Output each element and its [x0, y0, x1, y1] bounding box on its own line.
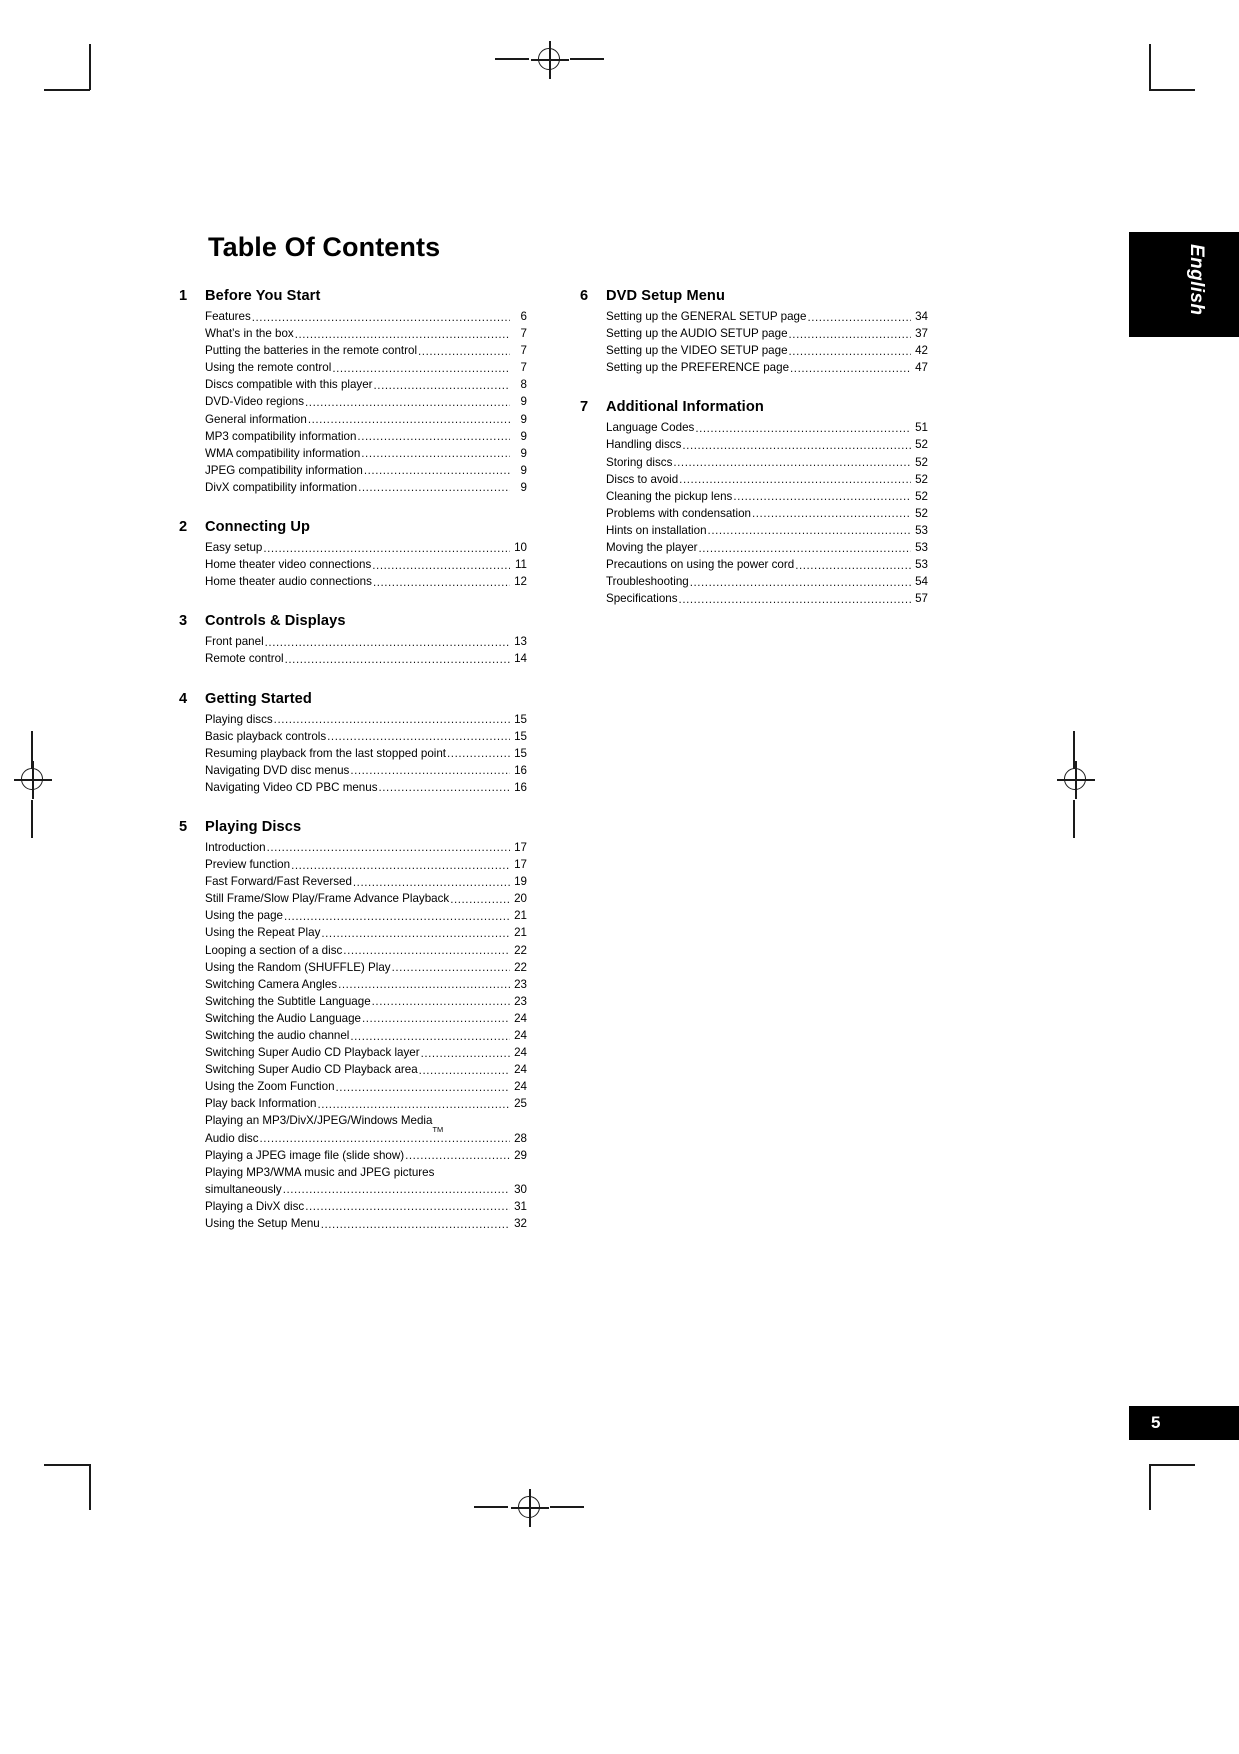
toc-entry-label: Problems with condensation: [606, 506, 752, 520]
toc-entry[interactable]: [606, 454, 928, 471]
toc-leader-dots: [679, 594, 911, 605]
toc-entry-page: 9: [520, 412, 527, 426]
page-number-badge: [1129, 1406, 1239, 1440]
toc-entry-page: 22: [514, 960, 527, 974]
toc-entry-list: [179, 308, 527, 496]
toc-leader-dots: [291, 860, 510, 871]
toc-entry-page: 20: [514, 892, 527, 906]
toc-entry-label: Switching Camera Angles: [205, 977, 338, 991]
toc-entry-page: 15: [514, 746, 527, 760]
language-tab-label: English: [1186, 244, 1207, 316]
toc-entry-page: 17: [514, 840, 527, 854]
toc-entry[interactable]: [606, 325, 928, 342]
toc-entry-label: Setting up the VIDEO SETUP page: [606, 344, 788, 358]
toc-leader-dots: [283, 1184, 510, 1195]
toc-entry[interactable]: [205, 993, 527, 1010]
toc-entry-page: 30: [514, 1182, 527, 1196]
toc-entry[interactable]: [606, 342, 928, 359]
toc-leader-dots: [361, 448, 510, 459]
toc-entry[interactable]: [205, 1044, 527, 1061]
toc-entry[interactable]: [205, 728, 527, 745]
toc-entry-page: 21: [514, 909, 527, 923]
toc-section: [580, 399, 928, 607]
toc-leader-dots: [336, 1082, 510, 1093]
toc-leader-dots: [690, 577, 911, 588]
toc-entry-label: MP3 compatibility information: [205, 429, 357, 443]
toc-entry-page: 37: [915, 327, 928, 341]
edge-tick-left-lower: [31, 800, 33, 838]
toc-leader-dots: [708, 526, 911, 537]
toc-column-left: [179, 288, 527, 1232]
toc-section-heading: [580, 399, 928, 415]
edge-tick-bottom-left: [474, 1506, 508, 1508]
toc-entry-label: Setting up the GENERAL SETUP page: [606, 310, 807, 323]
toc-entry-label: Playing a DivX disc: [205, 1199, 305, 1213]
toc-entry-label: Playing an MP3/DivX/JPEG/Windows Media: [205, 1114, 433, 1128]
toc-leader-dots: [263, 543, 510, 554]
toc-entry-page: 53: [915, 523, 928, 537]
toc-section-title: Before You Start: [205, 288, 321, 304]
toc-entry-page: 47: [915, 361, 928, 375]
crop-mark-top-left: [44, 44, 90, 90]
toc-column-right: [580, 288, 928, 607]
toc-entry[interactable]: Playing an MP3/DivX/JPEG/Windows Media TM: [205, 1114, 444, 1134]
toc-entry[interactable]: [606, 471, 928, 488]
toc-leader-dots: [252, 312, 510, 323]
toc-entry-page: 6: [520, 310, 527, 323]
toc-entry[interactable]: [205, 873, 527, 890]
toc-leader-dots: [305, 1202, 510, 1213]
toc-entry[interactable]: [606, 419, 928, 436]
toc-section-number: 2: [179, 519, 188, 536]
toc-section: [179, 288, 527, 496]
toc-entry-page: 52: [915, 455, 928, 469]
toc-entry[interactable]: [205, 633, 527, 650]
toc-section-heading: [179, 519, 527, 535]
toc-leader-dots: [695, 423, 911, 434]
toc-entry-page: 12: [514, 575, 527, 589]
toc-entry[interactable]: [205, 462, 527, 479]
page-title: Table Of Contents: [208, 232, 441, 262]
toc-entry-label: General information: [205, 412, 307, 426]
toc-section-number: 7: [580, 399, 589, 416]
toc-entry-page: 23: [514, 994, 527, 1008]
toc-entry-page: 7: [520, 344, 527, 358]
toc-leader-dots: [372, 996, 510, 1007]
toc-section-title: Controls & Displays: [205, 613, 346, 630]
toc-entry-list: [179, 633, 527, 667]
toc-leader-dots: [447, 748, 510, 759]
toc-leader-dots: [752, 508, 911, 519]
toc-section-number: 1: [179, 288, 188, 304]
toc-entry-page: 28: [514, 1131, 527, 1145]
toc-entry[interactable]: [606, 488, 928, 505]
toc-entry-label: Storing discs: [606, 455, 673, 469]
toc-leader-dots: [274, 714, 510, 725]
toc-entry[interactable]: [205, 890, 527, 907]
toc-entry[interactable]: [606, 308, 928, 325]
toc-entry[interactable]: [205, 376, 527, 393]
toc-leader-dots: [308, 414, 510, 425]
toc-section-title: DVD Setup Menu: [606, 288, 725, 304]
toc-entry-page: 52: [915, 438, 928, 452]
toc-leader-dots: [353, 877, 510, 888]
toc-entry-label: Home theater audio connections: [205, 575, 372, 589]
edge-tick-right-upper: [1073, 731, 1075, 769]
toc-leader-dots: [450, 894, 510, 905]
toc-leader-dots: [789, 346, 911, 357]
toc-entry[interactable]: [606, 573, 928, 590]
toc-entry[interactable]: [205, 924, 527, 941]
toc-entry[interactable]: [205, 1164, 527, 1181]
toc-entry-page: 9: [520, 480, 527, 494]
toc-entry-label: Front panel: [205, 635, 264, 649]
toc-entry[interactable]: [205, 1078, 527, 1095]
toc-section: [179, 613, 527, 667]
registration-mark-top: [531, 41, 569, 79]
toc-section-number: 6: [580, 288, 589, 304]
edge-tick-bottom-right: [550, 1506, 584, 1508]
toc-entry[interactable]: [205, 839, 527, 856]
toc-leader-dots: [790, 363, 911, 374]
toc-section-heading: [179, 819, 527, 835]
toc-entry[interactable]: [205, 1198, 527, 1215]
toc-entry[interactable]: [205, 393, 527, 410]
toc-entry-label: Discs compatible with this player: [205, 378, 373, 392]
toc-entry-label: Switching the audio channel: [205, 1029, 350, 1042]
toc-entry-label: Setting up the AUDIO SETUP page: [606, 327, 788, 341]
toc-entry-label: Home theater video connections: [205, 558, 372, 572]
toc-entry[interactable]: [205, 428, 527, 445]
toc-entry-label: What’s in the box: [205, 327, 294, 341]
toc-entry-label: Looping a section of a disc: [205, 943, 343, 957]
toc-entry-label: Basic playback controls: [205, 729, 327, 743]
toc-entry-list: [179, 839, 527, 1232]
toc-leader-dots: [338, 979, 510, 990]
toc-section-number: 5: [179, 818, 188, 835]
toc-leader-dots: [374, 380, 510, 391]
toc-section-heading: [580, 288, 928, 304]
toc-leader-dots: [421, 1048, 510, 1059]
toc-leader-dots: [267, 843, 510, 854]
toc-entry-label: Playing MP3/WMA music and JPEG pictures: [205, 1165, 435, 1179]
toc-entry[interactable]: [205, 779, 527, 796]
toc-entry-page: 25: [514, 1097, 527, 1111]
toc-entry-page: 15: [514, 712, 527, 726]
toc-entry-label: Using the Repeat Play: [205, 926, 321, 940]
toc-section-title: Additional Information: [606, 399, 764, 416]
toc-entry-page: 8: [520, 378, 527, 392]
toc-entry-page: 52: [915, 506, 928, 520]
toc-leader-dots: [305, 397, 510, 408]
toc-entry-page: 9: [520, 395, 527, 409]
toc-entry-page: 32: [514, 1217, 527, 1231]
toc-entry-list: [179, 539, 527, 590]
toc-entry-page: 13: [514, 635, 527, 649]
toc-leader-dots: [807, 312, 911, 323]
toc-entry-label: Playing a JPEG image file (slide show): [205, 1148, 405, 1162]
toc-entry[interactable]: [205, 959, 527, 976]
toc-section-number: 3: [179, 613, 188, 630]
toc-entry[interactable]: [205, 1010, 527, 1027]
toc-entry-label: Fast Forward/Fast Reversed: [205, 875, 352, 889]
toc-entry-label: Setting up the PREFERENCE page: [606, 361, 790, 375]
toc-entry-label: JPEG compatibility information: [205, 463, 363, 477]
toc-entry[interactable]: [606, 539, 928, 556]
toc-entry-label: Cleaning the pickup lens: [606, 489, 733, 503]
toc-entry-label: Language Codes: [606, 421, 695, 435]
toc-entry[interactable]: [205, 942, 527, 959]
toc-entry-label-continued: Audio disc: [205, 1131, 259, 1145]
toc-section-heading: [179, 691, 527, 707]
crop-mark-bottom-right: [1149, 1464, 1195, 1510]
toc-entry-page: 9: [520, 463, 527, 477]
toc-entry-page: 23: [514, 977, 527, 991]
toc-entry-page: 11: [514, 558, 527, 572]
toc-entry[interactable]: [205, 1147, 527, 1164]
toc-entry-page: 17: [514, 858, 527, 872]
toc-leader-dots: [682, 440, 911, 451]
toc-entry[interactable]: [606, 522, 928, 539]
toc-entry-page: 22: [514, 943, 527, 957]
toc-entry-label: Putting the batteries in the remote control: [205, 344, 418, 358]
registration-mark-left: [14, 761, 52, 799]
toc-entry[interactable]: [205, 1130, 527, 1147]
toc-entry-label: Using the Zoom Function: [205, 1080, 335, 1094]
toc-entry-label-continued: simultaneously: [205, 1182, 282, 1196]
toc-leader-dots: [699, 543, 911, 554]
toc-entry-label: DivX compatibility information: [205, 480, 358, 494]
toc-entry-page: 16: [514, 763, 527, 777]
toc-entry[interactable]: [205, 1215, 527, 1232]
toc-leader-dots: [321, 928, 510, 939]
toc-entry-page: 15: [514, 729, 527, 743]
toc-entry[interactable]: [205, 573, 527, 590]
toc-entry[interactable]: [205, 856, 527, 873]
toc-entry[interactable]: [606, 556, 928, 573]
toc-entry-page: 24: [514, 1046, 527, 1060]
toc-entry-label: Discs to avoid: [606, 472, 679, 486]
toc-entry[interactable]: [205, 411, 527, 428]
toc-entry-label: Introduction: [205, 840, 266, 854]
toc-leader-dots: [679, 474, 911, 485]
toc-entry-page: 51: [915, 421, 928, 435]
toc-leader-dots: [419, 1065, 510, 1076]
toc-leader-dots: [373, 577, 510, 588]
toc-leader-dots: [418, 346, 510, 357]
toc-leader-dots: [350, 765, 510, 776]
toc-entry[interactable]: [205, 745, 527, 762]
toc-leader-dots: [295, 329, 510, 340]
toc-entry[interactable]: [205, 762, 527, 779]
toc-entry-page: 54: [915, 575, 928, 589]
toc-entry-page: 34: [915, 310, 928, 323]
toc-entry-page: 7: [520, 361, 527, 375]
toc-entry[interactable]: [205, 325, 527, 342]
toc-leader-dots: [343, 945, 510, 956]
toc-entry-label: Moving the player: [606, 541, 698, 555]
toc-entry-label: Using the remote control: [205, 361, 332, 375]
toc-leader-dots: [332, 363, 510, 374]
toc-entry-label: WMA compatibility information: [205, 446, 361, 460]
toc-leader-dots: [317, 1099, 510, 1110]
toc-entry-page: 31: [514, 1199, 527, 1213]
edge-tick-right-lower: [1073, 800, 1075, 838]
toc-leader-dots: [795, 560, 911, 571]
toc-section-title: Getting Started: [205, 690, 312, 707]
toc-section: [580, 288, 928, 376]
toc-entry-page: 19: [514, 875, 527, 889]
toc-leader-dots: [350, 1031, 510, 1042]
toc-entry-page: 24: [514, 1063, 527, 1077]
toc-entry-label: Still Frame/Slow Play/Frame Advance Playback: [205, 892, 450, 906]
toc-entry-label: Precautions on using the power cord: [606, 558, 795, 572]
edge-tick-left-upper: [31, 731, 33, 769]
toc-leader-dots: [364, 465, 510, 476]
toc-entry-page: 24: [514, 1011, 527, 1025]
toc-entry-page: 53: [915, 541, 928, 555]
toc-entry-label: Resuming playback from the last stopped point: [205, 746, 447, 760]
toc-entry-label: Remote control: [205, 652, 284, 666]
toc-entry-page: 24: [514, 1029, 527, 1042]
toc-entry[interactable]: [205, 907, 527, 924]
toc-entry[interactable]: [606, 590, 928, 607]
toc-leader-dots: [265, 637, 510, 648]
toc-leader-dots: [260, 1133, 511, 1144]
toc-section: [179, 691, 527, 796]
toc-entry[interactable]: [205, 1181, 527, 1198]
toc-entry[interactable]: [205, 539, 527, 556]
toc-entry[interactable]: [606, 505, 928, 522]
toc-entry[interactable]: [205, 359, 527, 376]
toc-entry[interactable]: [205, 711, 527, 728]
toc-section-title: Connecting Up: [205, 519, 311, 536]
toc-entry[interactable]: [205, 650, 527, 667]
toc-entry-page: 42: [915, 344, 928, 358]
toc-entry[interactable]: [205, 1061, 527, 1078]
toc-entry-page: 52: [915, 489, 928, 503]
toc-leader-dots: [321, 1219, 510, 1230]
toc-entry-page: 24: [514, 1080, 527, 1094]
toc-entry-page: 16: [514, 780, 527, 794]
toc-entry-page: 57: [915, 592, 928, 606]
toc-entry[interactable]: [205, 1095, 527, 1112]
crop-mark-bottom-left: [44, 1464, 90, 1510]
toc-leader-dots: [362, 1014, 510, 1025]
toc-entry-label: Playing discs: [205, 712, 273, 726]
edge-tick-top-left: [495, 58, 529, 60]
toc-entry-list: [580, 308, 928, 376]
toc-entry-label: Specifications: [606, 592, 678, 606]
toc-entry-list: [580, 419, 928, 607]
toc-leader-dots: [372, 560, 510, 571]
toc-entry[interactable]: [205, 1027, 527, 1044]
toc-entry[interactable]: [205, 342, 527, 359]
toc-entry-label: Switching the Subtitle Language: [205, 994, 371, 1008]
toc-entry-label: Play back Information: [205, 1097, 317, 1111]
toc-leader-dots: [285, 654, 510, 665]
toc-section-heading: [179, 288, 527, 304]
toc-leader-dots: [733, 491, 911, 502]
toc-entry[interactable]: [205, 976, 527, 993]
toc-entry-label: Using the page: [205, 909, 283, 923]
toc-entry-page: 10: [514, 541, 527, 555]
toc-leader-dots: [673, 457, 911, 468]
toc-entry-label: Easy setup: [205, 541, 263, 555]
toc-entry-label: Handling discs: [606, 438, 682, 452]
edge-tick-top-right: [570, 58, 604, 60]
toc-entry-label: Features: [205, 310, 251, 323]
toc-entry-list: [179, 711, 527, 796]
toc-section-title: Playing Discs: [205, 818, 302, 835]
toc-leader-dots: [405, 1150, 510, 1161]
registration-mark-right: [1057, 761, 1095, 799]
toc-entry[interactable]: [205, 445, 527, 462]
toc-entry[interactable]: [606, 436, 928, 453]
toc-leader-dots: [357, 431, 510, 442]
toc-section: [179, 819, 527, 1232]
toc-leader-dots: [284, 911, 510, 922]
toc-entry-label: Hints on installation: [606, 523, 707, 537]
toc-entry-page: 9: [520, 429, 527, 443]
toc-entry-page: 52: [915, 472, 928, 486]
toc-section-number: 4: [179, 690, 188, 707]
toc-leader-dots: [358, 483, 510, 494]
crop-mark-top-right: [1149, 44, 1195, 90]
toc-entry-label: Switching the Audio Language: [205, 1011, 361, 1025]
toc-entry-page: 7: [520, 327, 527, 341]
toc-entry-label: Using the Setup Menu: [205, 1217, 320, 1231]
toc-entry-label: Troubleshooting: [606, 575, 689, 589]
language-tab: [1129, 232, 1239, 337]
toc-entry-label: Navigating DVD disc menus: [205, 763, 350, 777]
toc-leader-dots: [379, 782, 511, 793]
toc-leader-dots: [789, 329, 911, 340]
toc-entry-label: Using the Random (SHUFFLE) Play: [205, 960, 391, 974]
toc-section: [179, 519, 527, 590]
toc-entry-page: 53: [915, 558, 928, 572]
toc-entry-label: Switching Super Audio CD Playback layer: [205, 1046, 420, 1060]
toc-entry-label: DVD-Video regions: [205, 395, 305, 409]
toc-entry-label: Navigating Video CD PBC menus: [205, 780, 378, 794]
toc-entry-label: Preview function: [205, 858, 291, 872]
toc-entry[interactable]: [205, 479, 527, 496]
page-number-label: 5: [1151, 1413, 1161, 1432]
toc-section-heading: [179, 613, 527, 629]
toc-entry-page: 21: [514, 926, 527, 940]
toc-entry[interactable]: [606, 359, 928, 376]
toc-entry-page: 9: [520, 446, 527, 460]
toc-entry-page: 14: [514, 652, 527, 666]
registration-mark-bottom: [511, 1489, 549, 1527]
toc-leader-dots: [392, 962, 510, 973]
toc-leader-dots: [327, 731, 510, 742]
toc-entry-page: 29: [514, 1148, 527, 1162]
toc-entry[interactable]: [205, 556, 527, 573]
toc-entry-label: Switching Super Audio CD Playback area: [205, 1063, 418, 1077]
toc-entry[interactable]: [205, 308, 527, 325]
